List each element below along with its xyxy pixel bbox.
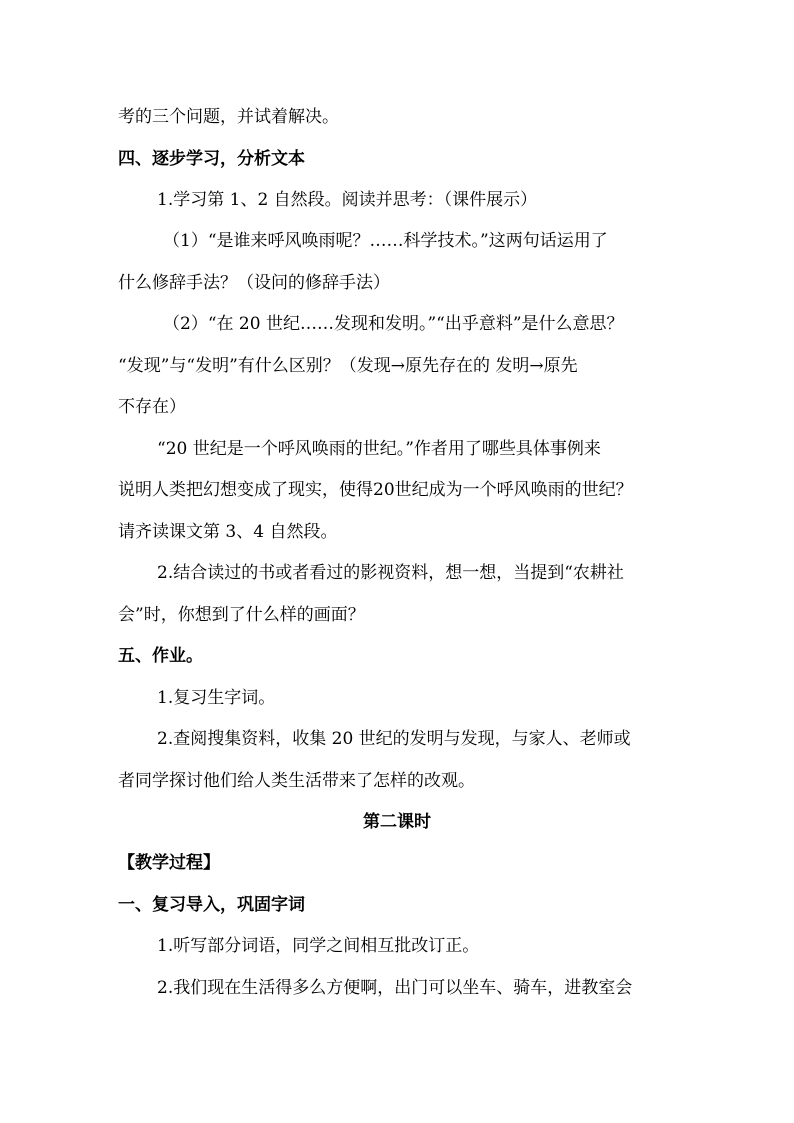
paragraph-line: “20 世纪是一个呼风唤雨的世纪。”作者用了哪些具体事例来 bbox=[157, 439, 601, 459]
paragraph-line: （2）“在 20 世纪……发现和发明。”“出乎意料”是什么意思？ bbox=[163, 314, 624, 334]
paragraph-line: “发现”与“发明”有什么区别？（发现→原先存在的 发明→原先 bbox=[118, 356, 578, 376]
paragraph-line: 说明人类把幻想变成了现实，使得20世纪成为一个呼风唤雨的世纪？ bbox=[118, 480, 633, 500]
paragraph-line: 1.听写部分词语，同学之间相互批改订正。 bbox=[157, 936, 480, 956]
section-heading: 一、复习导入，巩固字词 bbox=[118, 895, 305, 915]
paragraph-line: （1）“是谁来呼风唤雨呢？……科学技术。”这两句话运用了 bbox=[163, 231, 608, 251]
paragraph-line: 者同学探讨他们给人类生活带来了怎样的改观。 bbox=[118, 771, 475, 791]
paragraph-line: 不存在） bbox=[118, 397, 186, 417]
section-heading: 五、作业。 bbox=[118, 646, 203, 666]
lesson-title: 第二课时 bbox=[363, 812, 431, 832]
paragraph-line: 1.复习生字词。 bbox=[157, 688, 276, 708]
paragraph-line: 2.查阅搜集资料，收集 20 世纪的发明与发现，与家人、老师或 bbox=[157, 729, 631, 749]
paragraph-line: 2.结合读过的书或者看过的影视资料，想一想，当提到“农耕社 bbox=[157, 563, 624, 583]
paragraph-line: 2.我们现在生活得多么方便啊，出门可以坐车、骑车，进教室会 bbox=[157, 978, 633, 998]
paragraph-line: 会”时，你想到了什么样的画面？ bbox=[118, 605, 365, 625]
section-heading: 【教学过程】 bbox=[118, 853, 220, 873]
paragraph-line: 请齐读课文第 3、4 自然段。 bbox=[118, 522, 338, 542]
section-heading: 四、逐步学习，分析文本 bbox=[118, 149, 305, 169]
paragraph-line: 什么修辞手法？（设问的修辞手法） bbox=[118, 273, 390, 293]
paragraph-line: 考的三个问题，并试着解决。 bbox=[118, 107, 339, 127]
paragraph-line: 1.学习第 1、2 自然段。阅读并思考：（课件展示） bbox=[157, 190, 538, 210]
